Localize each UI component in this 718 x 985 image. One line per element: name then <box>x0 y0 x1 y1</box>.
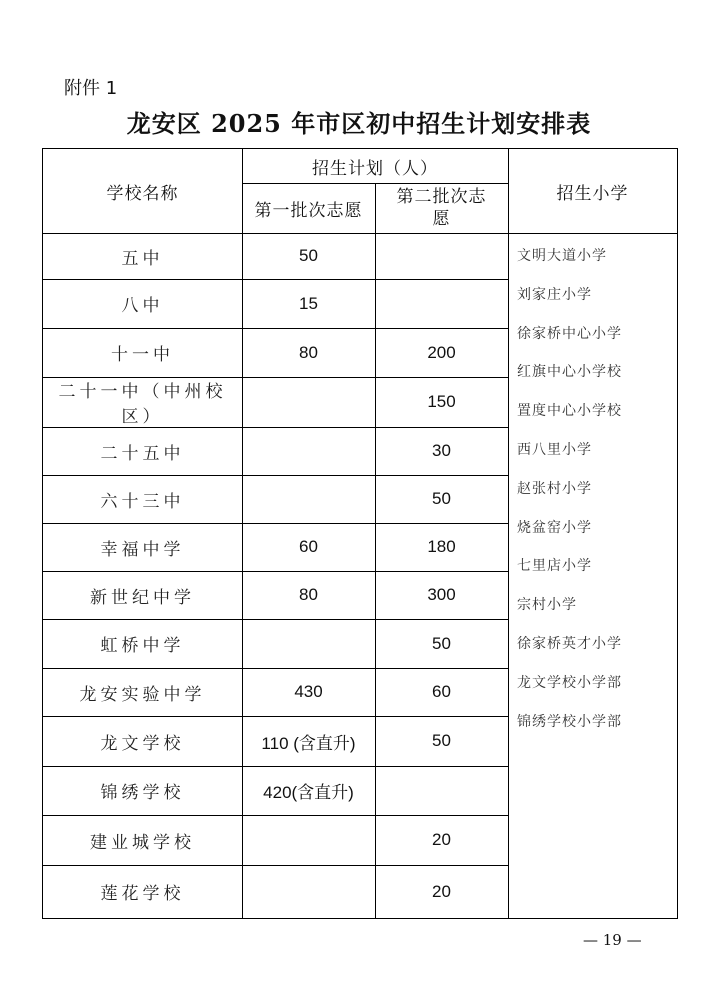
row-divider <box>43 328 508 329</box>
second-batch-cell: 200 <box>427 342 456 362</box>
school-name-cell: 龙文学校 <box>100 733 185 754</box>
second-batch-cell: 150 <box>427 392 456 411</box>
header-second-batch: 第二批次志愿 <box>396 187 487 229</box>
first-batch-cell <box>242 377 375 427</box>
school-name-cell: 建业城学校 <box>90 832 195 853</box>
school-name-cell: 虹桥中学 <box>100 636 185 656</box>
header-first-batch: 第一批次志愿 <box>254 200 363 221</box>
row-divider <box>43 523 508 524</box>
row-divider <box>43 716 508 717</box>
header-plan: 招生计划（人） <box>312 158 438 179</box>
page-title: 龙安区 2025 年市区初中招生计划安排表 <box>126 109 592 138</box>
header-primary-schools: 招生小学 <box>556 183 629 204</box>
first-batch-cell <box>242 427 375 475</box>
row-divider <box>43 475 508 476</box>
divider <box>242 183 508 184</box>
primary-school-item: 赵张村小学 <box>517 480 592 497</box>
school-name-cell: 锦绣学校 <box>100 783 185 803</box>
second-batch-cell: 300 <box>427 585 456 604</box>
school-name-cell: 八中 <box>121 296 164 316</box>
page-number: — 19 — <box>583 931 642 949</box>
second-batch-cell: 50 <box>432 633 451 653</box>
primary-school-item: 七里店小学 <box>517 558 592 575</box>
row-divider <box>43 619 508 620</box>
primary-school-item: 红旗中心小学校 <box>517 364 622 381</box>
second-batch-cell: 20 <box>432 830 451 849</box>
first-batch-cell <box>242 619 375 668</box>
primary-school-item: 宗村小学 <box>517 597 577 614</box>
school-name-cell: 五中 <box>121 248 164 269</box>
primary-school-item: 锦绣学校小学部 <box>517 713 622 730</box>
row-divider <box>43 427 508 428</box>
first-batch-cell: 50 <box>299 246 318 265</box>
primary-school-item: 刘家庄小学 <box>517 286 592 303</box>
second-batch-cell: 50 <box>432 489 451 508</box>
school-name-cell: 幸福中学 <box>100 539 185 560</box>
first-batch-cell: 430 <box>294 682 323 701</box>
first-batch-cell <box>242 865 375 918</box>
second-batch-cell: 60 <box>432 682 451 701</box>
divider <box>375 183 376 918</box>
school-name-cell: 莲花学校 <box>100 884 185 904</box>
row-divider <box>43 815 508 816</box>
row-divider <box>43 377 508 378</box>
second-batch-cell: 20 <box>432 881 451 901</box>
first-batch-cell: 80 <box>299 342 318 362</box>
primary-school-item: 烧盆窑小学 <box>517 519 592 536</box>
row-divider <box>43 668 508 669</box>
divider <box>43 233 677 234</box>
first-batch-cell <box>242 475 375 523</box>
primary-school-item: 西八里小学 <box>517 441 592 458</box>
primary-school-item: 文明大道小学 <box>517 248 607 264</box>
second-batch-cell <box>375 233 508 279</box>
first-batch-cell <box>242 815 375 865</box>
first-batch-cell: 80 <box>299 585 318 604</box>
row-divider <box>43 279 508 280</box>
row-divider <box>43 571 508 572</box>
school-name-cell: 二十一中（中州校区） <box>58 382 227 427</box>
first-batch-cell: 420(含直升) <box>263 783 354 802</box>
second-batch-cell: 30 <box>432 441 451 460</box>
primary-school-item: 龙文学校小学部 <box>517 674 622 691</box>
school-name-cell: 六十三中 <box>100 491 185 512</box>
school-name-cell: 龙安实验中学 <box>79 684 206 705</box>
row-divider <box>43 865 508 866</box>
second-batch-cell <box>375 279 508 328</box>
primary-school-list <box>517 237 677 741</box>
enrollment-table <box>42 148 678 919</box>
school-name-cell: 新世纪中学 <box>90 587 195 608</box>
primary-school-item: 徐家桥中心小学 <box>517 325 622 342</box>
school-name-cell: 二十五中 <box>100 443 185 464</box>
second-batch-cell: 50 <box>432 731 451 750</box>
school-name-cell: 十一中 <box>111 345 174 365</box>
primary-school-item: 徐家桥英才小学 <box>517 635 622 652</box>
first-batch-cell: 60 <box>299 537 318 556</box>
annex-label: 附件 1 <box>64 78 118 99</box>
second-batch-cell: 180 <box>427 537 456 556</box>
divider <box>508 149 509 918</box>
divider <box>242 149 243 918</box>
first-batch-cell: 15 <box>299 293 318 313</box>
primary-school-item: 置度中心小学校 <box>517 403 622 420</box>
header-school-name: 学校名称 <box>106 183 179 204</box>
row-divider <box>43 766 508 767</box>
second-batch-cell <box>375 766 508 815</box>
first-batch-cell: 110 (含直升) <box>261 733 356 753</box>
